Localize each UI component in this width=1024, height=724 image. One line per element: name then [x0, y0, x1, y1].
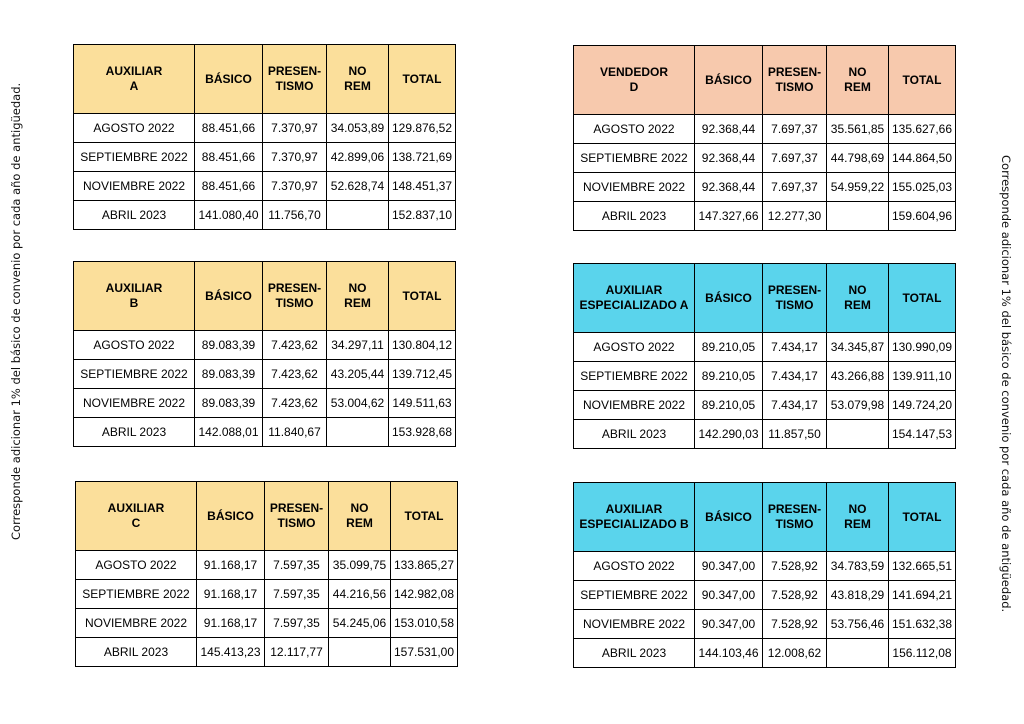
cell-basico: 142.088,01	[195, 418, 263, 447]
header-presentismo-line: PRESEN-	[767, 283, 822, 297]
header-basico	[195, 45, 263, 114]
cell-period: SEPTIEMBRE 2022	[574, 581, 695, 610]
header-no-rem	[827, 46, 889, 115]
table-row	[574, 144, 956, 173]
table-row	[574, 639, 956, 668]
cell-no-rem: 43.818,29	[827, 581, 889, 610]
cell-period: SEPTIEMBRE 2022	[574, 144, 695, 173]
header-no-rem-line: NO	[348, 281, 367, 295]
cell-basico: 89.083,39	[195, 389, 263, 418]
table-row	[76, 580, 458, 609]
cell-presentismo: 7.434,17	[763, 362, 827, 391]
salary-table-auxiliar-b	[73, 261, 456, 447]
side-note-right: Corresponde adicionar 1% del básico de convenio por cada año de antigüedad.	[999, 155, 1013, 613]
cell-no-rem: 43.205,44	[327, 360, 389, 389]
cell-basico: 88.451,66	[195, 143, 263, 172]
table-row	[74, 331, 456, 360]
cell-presentismo: 7.423,62	[263, 360, 327, 389]
header-basico-line: BÁSICO	[705, 290, 752, 305]
table-row	[574, 202, 956, 231]
table-row	[574, 333, 956, 362]
table-title-line: ESPECIALIZADO A	[579, 298, 689, 312]
table-title-line: AUXILIAR	[107, 501, 165, 515]
header-no-rem-line: NO	[848, 65, 867, 79]
table-row	[574, 173, 956, 202]
header-presentismo	[265, 482, 329, 551]
table-title-line: ESPECIALIZADO B	[579, 517, 689, 531]
cell-total: 130.990,09	[889, 333, 956, 362]
header-total	[389, 45, 456, 114]
cell-basico: 144.103,46	[695, 639, 763, 668]
cell-presentismo: 11.840,67	[263, 418, 327, 447]
cell-presentismo: 7.434,17	[763, 391, 827, 420]
cell-no-rem: 42.899,06	[327, 143, 389, 172]
cell-no-rem: 35.099,75	[329, 551, 391, 580]
header-presentismo	[763, 46, 827, 115]
header-row	[574, 264, 956, 333]
table-row	[74, 143, 456, 172]
cell-no-rem	[329, 638, 391, 667]
cell-total: 152.837,10	[389, 201, 456, 230]
header-basico-line: BÁSICO	[705, 72, 752, 87]
cell-period: AGOSTO 2022	[574, 115, 695, 144]
header-total	[889, 46, 956, 115]
header-presentismo-line: PRESEN-	[767, 502, 822, 516]
table-title-line: VENDEDOR	[599, 65, 668, 79]
cell-no-rem: 34.783,59	[827, 552, 889, 581]
table-row	[74, 360, 456, 389]
cell-period: ABRIL 2023	[574, 639, 695, 668]
cell-period: NOVIEMBRE 2022	[74, 389, 195, 418]
header-total	[389, 262, 456, 331]
table-title	[574, 46, 695, 115]
table-title-line: AUXILIAR	[105, 64, 163, 78]
cell-total: 135.627,66	[889, 115, 956, 144]
header-presentismo	[263, 45, 327, 114]
cell-total: 159.604,96	[889, 202, 956, 231]
header-basico-line: BÁSICO	[205, 288, 252, 303]
table-row	[574, 610, 956, 639]
cell-presentismo: 7.697,37	[763, 115, 827, 144]
cell-total: 153.928,68	[389, 418, 456, 447]
table-title	[74, 262, 195, 331]
header-no-rem	[327, 262, 389, 331]
cell-basico: 147.327,66	[695, 202, 763, 231]
cell-no-rem: 34.345,87	[827, 333, 889, 362]
cell-period: NOVIEMBRE 2022	[574, 610, 695, 639]
cell-period: NOVIEMBRE 2022	[76, 609, 197, 638]
cell-no-rem	[827, 420, 889, 449]
cell-total: 130.804,12	[389, 331, 456, 360]
table-title-line: A	[129, 79, 139, 93]
cell-period: ABRIL 2023	[76, 638, 197, 667]
salary-table-auxiliar-a	[73, 44, 456, 230]
cell-presentismo: 11.857,50	[763, 420, 827, 449]
cell-basico: 89.210,05	[695, 333, 763, 362]
table-title	[574, 483, 695, 552]
cell-basico: 92.368,44	[695, 173, 763, 202]
cell-no-rem: 53.004,62	[327, 389, 389, 418]
cell-basico: 92.368,44	[695, 115, 763, 144]
cell-basico: 89.210,05	[695, 362, 763, 391]
header-no-rem	[329, 482, 391, 551]
cell-basico: 90.347,00	[695, 610, 763, 639]
cell-no-rem	[327, 201, 389, 230]
cell-presentismo: 7.370,97	[263, 114, 327, 143]
cell-total: 132.665,51	[889, 552, 956, 581]
cell-no-rem	[827, 202, 889, 231]
header-no-rem-line: NO	[348, 64, 367, 78]
cell-presentismo: 7.697,37	[763, 144, 827, 173]
salary-table-auxiliar-c	[75, 481, 458, 667]
header-presentismo-line: TISMO	[775, 298, 814, 312]
header-row	[574, 483, 956, 552]
table-row	[76, 609, 458, 638]
cell-no-rem: 43.266,88	[827, 362, 889, 391]
header-presentismo-line: TISMO	[775, 517, 814, 531]
header-no-rem	[827, 483, 889, 552]
header-no-rem	[327, 45, 389, 114]
cell-total: 144.864,50	[889, 144, 956, 173]
table-title	[76, 482, 197, 551]
cell-no-rem: 52.628,74	[327, 172, 389, 201]
cell-no-rem: 54.245,06	[329, 609, 391, 638]
cell-presentismo: 7.370,97	[263, 172, 327, 201]
cell-presentismo: 7.370,97	[263, 143, 327, 172]
header-total	[889, 483, 956, 552]
cell-total: 149.511,63	[389, 389, 456, 418]
cell-presentismo: 7.697,37	[763, 173, 827, 202]
cell-total: 148.451,37	[389, 172, 456, 201]
cell-basico: 145.413,23	[197, 638, 265, 667]
cell-period: AGOSTO 2022	[74, 114, 195, 143]
salary-table-vendedor-d	[573, 45, 956, 231]
cell-no-rem: 53.756,46	[827, 610, 889, 639]
cell-basico: 91.168,17	[197, 609, 265, 638]
header-total	[391, 482, 458, 551]
cell-presentismo: 12.008,62	[763, 639, 827, 668]
header-basico-line: BÁSICO	[205, 71, 252, 86]
header-presentismo	[763, 264, 827, 333]
header-presentismo-line: TISMO	[775, 80, 814, 94]
table-title-line: B	[129, 296, 139, 310]
header-row	[76, 482, 458, 551]
header-no-rem-line: NO	[848, 283, 867, 297]
cell-total: 156.112,08	[889, 639, 956, 668]
cell-no-rem: 44.798,69	[827, 144, 889, 173]
cell-total: 141.694,21	[889, 581, 956, 610]
table-title-line: C	[131, 516, 141, 530]
cell-period: SEPTIEMBRE 2022	[574, 362, 695, 391]
cell-presentismo: 11.756,70	[263, 201, 327, 230]
header-presentismo-line: PRESEN-	[767, 65, 822, 79]
cell-basico: 89.210,05	[695, 391, 763, 420]
cell-presentismo: 7.597,35	[265, 609, 329, 638]
header-total-line: TOTAL	[402, 71, 442, 86]
cell-presentismo: 7.597,35	[265, 551, 329, 580]
cell-no-rem: 34.297,11	[327, 331, 389, 360]
cell-period: AGOSTO 2022	[574, 552, 695, 581]
cell-basico: 92.368,44	[695, 144, 763, 173]
cell-basico: 90.347,00	[695, 552, 763, 581]
cell-basico: 89.083,39	[195, 360, 263, 389]
header-total-line: TOTAL	[902, 509, 942, 524]
cell-total: 154.147,53	[889, 420, 956, 449]
table-title-line: AUXILIAR	[605, 283, 663, 297]
header-no-rem-line: REM	[346, 516, 373, 530]
header-presentismo	[763, 483, 827, 552]
header-basico	[695, 483, 763, 552]
header-presentismo-line: PRESEN-	[267, 281, 322, 295]
cell-total: 153.010,58	[391, 609, 458, 638]
table-title	[574, 264, 695, 333]
header-basico	[695, 46, 763, 115]
table-title-line: D	[629, 80, 639, 94]
cell-basico: 141.080,40	[195, 201, 263, 230]
header-basico	[695, 264, 763, 333]
cell-presentismo: 7.423,62	[263, 389, 327, 418]
header-total-line: TOTAL	[404, 508, 444, 523]
cell-period: NOVIEMBRE 2022	[574, 173, 695, 202]
cell-total: 139.911,10	[889, 362, 956, 391]
cell-basico: 142.290,03	[695, 420, 763, 449]
cell-basico: 91.168,17	[197, 580, 265, 609]
cell-period: NOVIEMBRE 2022	[574, 391, 695, 420]
cell-basico: 91.168,17	[197, 551, 265, 580]
cell-no-rem: 53.079,98	[827, 391, 889, 420]
header-presentismo-line: TISMO	[275, 296, 314, 310]
cell-total: 139.712,45	[389, 360, 456, 389]
header-basico	[195, 262, 263, 331]
table-row	[76, 551, 458, 580]
header-row	[74, 262, 456, 331]
header-presentismo-line: TISMO	[275, 79, 314, 93]
header-total-line: TOTAL	[902, 290, 942, 305]
table-row	[574, 552, 956, 581]
header-total	[889, 264, 956, 333]
side-note-left: Corresponde adicionar 1% del básico de convenio por cada año de antigüedad.	[9, 82, 23, 540]
cell-presentismo: 7.528,92	[763, 581, 827, 610]
header-no-rem-line: NO	[848, 502, 867, 516]
table-row	[74, 172, 456, 201]
header-row	[574, 46, 956, 115]
cell-total: 142.982,08	[391, 580, 458, 609]
header-basico-line: BÁSICO	[207, 508, 254, 523]
cell-presentismo: 7.434,17	[763, 333, 827, 362]
cell-total: 129.876,52	[389, 114, 456, 143]
header-presentismo-line: TISMO	[277, 516, 316, 530]
cell-total: 133.865,27	[391, 551, 458, 580]
cell-presentismo: 7.528,92	[763, 552, 827, 581]
cell-period: AGOSTO 2022	[74, 331, 195, 360]
cell-total: 149.724,20	[889, 391, 956, 420]
header-row	[74, 45, 456, 114]
header-total-line: TOTAL	[902, 72, 942, 87]
cell-presentismo: 12.277,30	[763, 202, 827, 231]
cell-presentismo: 12.117,77	[265, 638, 329, 667]
cell-no-rem: 44.216,56	[329, 580, 391, 609]
table-row	[574, 362, 956, 391]
cell-total: 151.632,38	[889, 610, 956, 639]
cell-no-rem: 34.053,89	[327, 114, 389, 143]
header-no-rem	[827, 264, 889, 333]
cell-period: AGOSTO 2022	[574, 333, 695, 362]
table-row	[74, 114, 456, 143]
cell-period: SEPTIEMBRE 2022	[76, 580, 197, 609]
cell-presentismo: 7.423,62	[263, 331, 327, 360]
cell-basico: 88.451,66	[195, 114, 263, 143]
cell-no-rem: 54.959,22	[827, 173, 889, 202]
table-row	[574, 391, 956, 420]
header-no-rem-line: REM	[844, 517, 871, 531]
cell-no-rem: 35.561,85	[827, 115, 889, 144]
cell-total: 138.721,69	[389, 143, 456, 172]
table-title-line: AUXILIAR	[105, 281, 163, 295]
table-title-line: AUXILIAR	[605, 502, 663, 516]
cell-period: SEPTIEMBRE 2022	[74, 360, 195, 389]
cell-no-rem	[827, 639, 889, 668]
header-no-rem-line: REM	[844, 298, 871, 312]
header-basico-line: BÁSICO	[705, 509, 752, 524]
salary-table-auxiliar-especializado-a	[573, 263, 956, 449]
table-row	[74, 418, 456, 447]
header-basico	[197, 482, 265, 551]
cell-basico: 89.083,39	[195, 331, 263, 360]
header-no-rem-line: REM	[344, 296, 371, 310]
header-no-rem-line: REM	[344, 79, 371, 93]
cell-period: ABRIL 2023	[74, 201, 195, 230]
cell-period: ABRIL 2023	[574, 420, 695, 449]
salary-table-auxiliar-especializado-b	[573, 482, 956, 668]
cell-presentismo: 7.597,35	[265, 580, 329, 609]
cell-period: NOVIEMBRE 2022	[74, 172, 195, 201]
table-row	[74, 201, 456, 230]
cell-no-rem	[327, 418, 389, 447]
cell-period: SEPTIEMBRE 2022	[74, 143, 195, 172]
cell-total: 155.025,03	[889, 173, 956, 202]
table-row	[76, 638, 458, 667]
cell-basico: 90.347,00	[695, 581, 763, 610]
header-presentismo	[263, 262, 327, 331]
table-row	[574, 581, 956, 610]
cell-period: ABRIL 2023	[74, 418, 195, 447]
header-no-rem-line: REM	[844, 80, 871, 94]
cell-period: AGOSTO 2022	[76, 551, 197, 580]
table-title	[74, 45, 195, 114]
header-no-rem-line: NO	[350, 501, 369, 515]
table-row	[574, 420, 956, 449]
header-presentismo-line: PRESEN-	[267, 64, 322, 78]
cell-total: 157.531,00	[391, 638, 458, 667]
cell-presentismo: 7.528,92	[763, 610, 827, 639]
table-row	[574, 115, 956, 144]
cell-period: ABRIL 2023	[574, 202, 695, 231]
cell-basico: 88.451,66	[195, 172, 263, 201]
header-presentismo-line: PRESEN-	[269, 501, 324, 515]
header-total-line: TOTAL	[402, 288, 442, 303]
table-row	[74, 389, 456, 418]
